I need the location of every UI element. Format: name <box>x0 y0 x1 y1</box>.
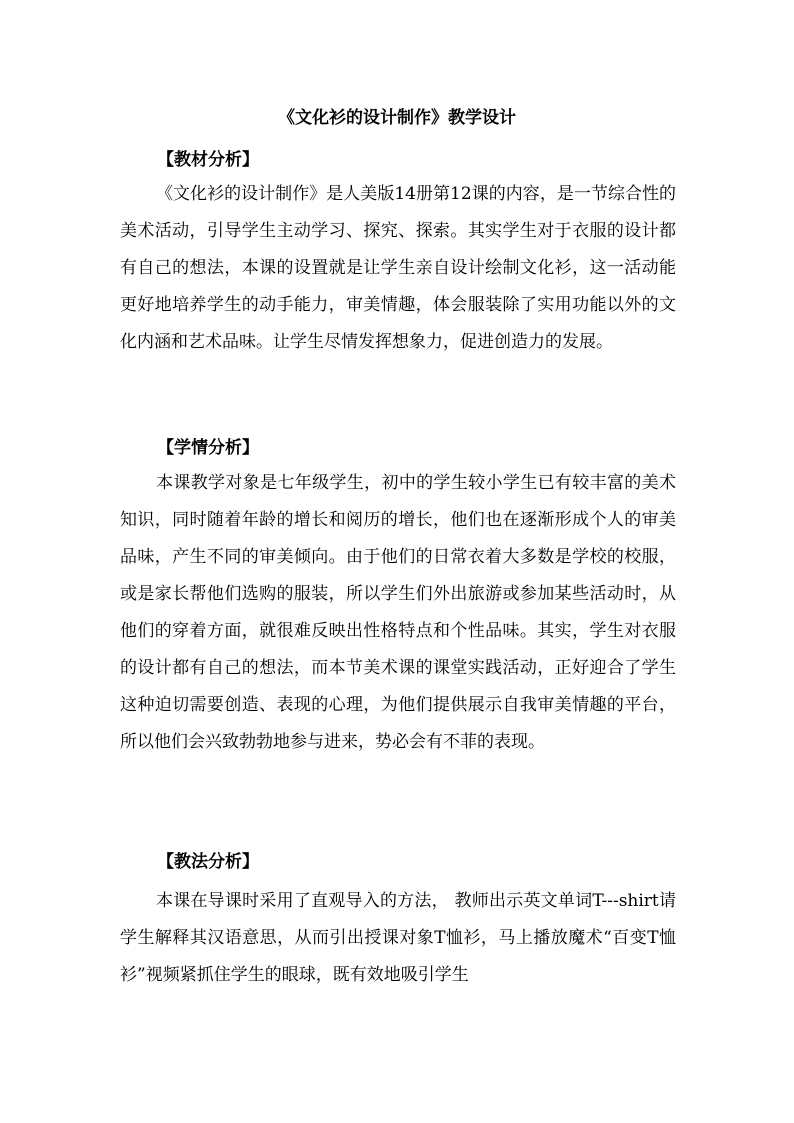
section-paragraph-student-analysis: 本课教学对象是七年级学生，初中的学生较小学生已有较丰富的美术知识，同时随着年龄的增长和阅历的增长，他们也在逐渐形成个人的审美品味，产生不同的审美倾向。由于他们的日常衣着大多数是学校的校服，或是家长帮他们选购的服装，所以学生们外出旅游或参加某些活动时，从他们的穿着方面，就很难反映出性格特点和个性品味。其实，学生对衣服的设计都有自己的想法，而本节美术课的课堂实践活动，正好迎合了学生这种迫切需要创造、表现的心理，为他们提供展示自我审美情趣的平台，所以他们会兴致勃勃地参与进来，势必会有不菲的表现。 <box>120 473 676 752</box>
section-heading-student-analysis: 【学情分析】 <box>157 438 259 458</box>
section-paragraph-teaching-method-analysis: 本课在导课时采用了直观导入的方法， 教师出示英文单词T---shirt请学生解释其汉语意思，从而引出授课对象T恤衫，马上播放魔术“百变T恤衫”视频紧抓住学生的眼球，既有效地吸引学生 <box>120 891 676 985</box>
section-heading-textbook-analysis: 【教材分析】 <box>157 150 259 170</box>
section-paragraph-textbook-analysis: 《文化衫的设计制作》是人美版14册第12课的内容，是一节综合性的美术活动，引导学生主动学习、探究、探索。其实学生对于衣服的设计都有自己的想法，本课的设置就是让学生亲自设计绘制文化衫，这一活动能更好地培养学生的动手能力，审美情趣，体会服装除了实用功能以外的文化内涵和艺术品味。让学生尽情发挥想象力，促进创造力的发展。 <box>120 184 676 352</box>
section-heading-teaching-method-analysis: 【教法分析】 <box>157 852 259 872</box>
document-title: 《文化衫的设计制作》教学设计 <box>278 108 516 128</box>
